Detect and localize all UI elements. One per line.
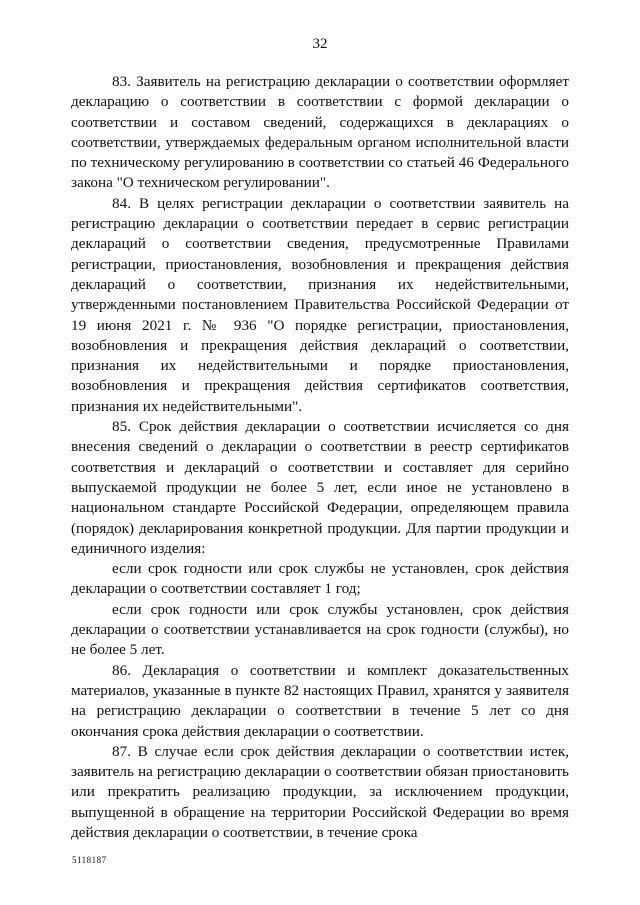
paragraph-85: 85. Срок действия декларации о соответствии исчисляется со дня внесения сведений о декларации о соответствии в реестр сертификатов соответствия и деклараций о соответствии и составляет для серийно выпускаемой продукции не более 5 лет, если иное не установлено в национальном стандарте Российской Федерации, определяющем правила (порядок) декларирования конкретной продукции. Для партии продукции и единичного изделия: [71, 418, 569, 557]
document-code: 5118187 [72, 855, 107, 865]
paragraph-85-item-no-shelf-life: если срок годности или срок службы не установлен, срок действия декларации о соответствии составляет 1 год; [71, 560, 569, 598]
page-number: 32 [312, 36, 328, 52]
paragraph-84: 84. В целях регистрации декларации о соответствии заявитель на регистрацию декларации о соответствии передает в сервис регистрации деклараций о соответствии сведения, предусмотренные Правилами регистрации, приостановления, возобновления и прекращения действия деклараций о соответствии, признания их недействительными, утвержденными постановлением Правительства Российской Федерации от 19 июня 2021 г. № 936 "О порядке регистрации, приостановления, возобновления и прекращения действия деклараций о соответствии, признания их недействительными и порядке приостановления, возобновления и прекращения действия сертификатов соответствия, признания их недействительными". [71, 194, 569, 415]
paragraph-87: 87. В случае если срок действия декларации о соответствии истек, заявитель на регистрацию декларации о соответствии обязан приостановить или прекратить реализацию продукции, за исключением продукции, выпущенной в обращение на территории Российской Федерации во время действия декларации о соответствии, в течение срока [71, 742, 569, 841]
document-body [71, 72, 569, 843]
paragraph-86: 86. Декларация о соответствии и комплект доказательственных материалов, указанные в пункте 82 настоящих Правил, хранятся у заявителя на регистрацию декларации о соответствии в течение 5 лет со дня окончания срока действия декларации о соответствии. [71, 661, 569, 740]
paragraph-83: 83. Заявитель на регистрацию декларации о соответствии оформляет декларацию о соответствии в соответствии с формой декларации о соответствии и составом сведений, содержащихся в декларациях о соответствии, утверждаемых федеральным органом исполнительной власти по техническому регулированию в соответствии со статьей 46 Федерального закона "О техническом регулировании". [71, 73, 569, 192]
paragraph-85-item-shelf-life: если срок годности или срок службы установлен, срок действия декларации о соответствии устанавливается на срок годности (службы), но не более 5 лет. [71, 600, 569, 659]
